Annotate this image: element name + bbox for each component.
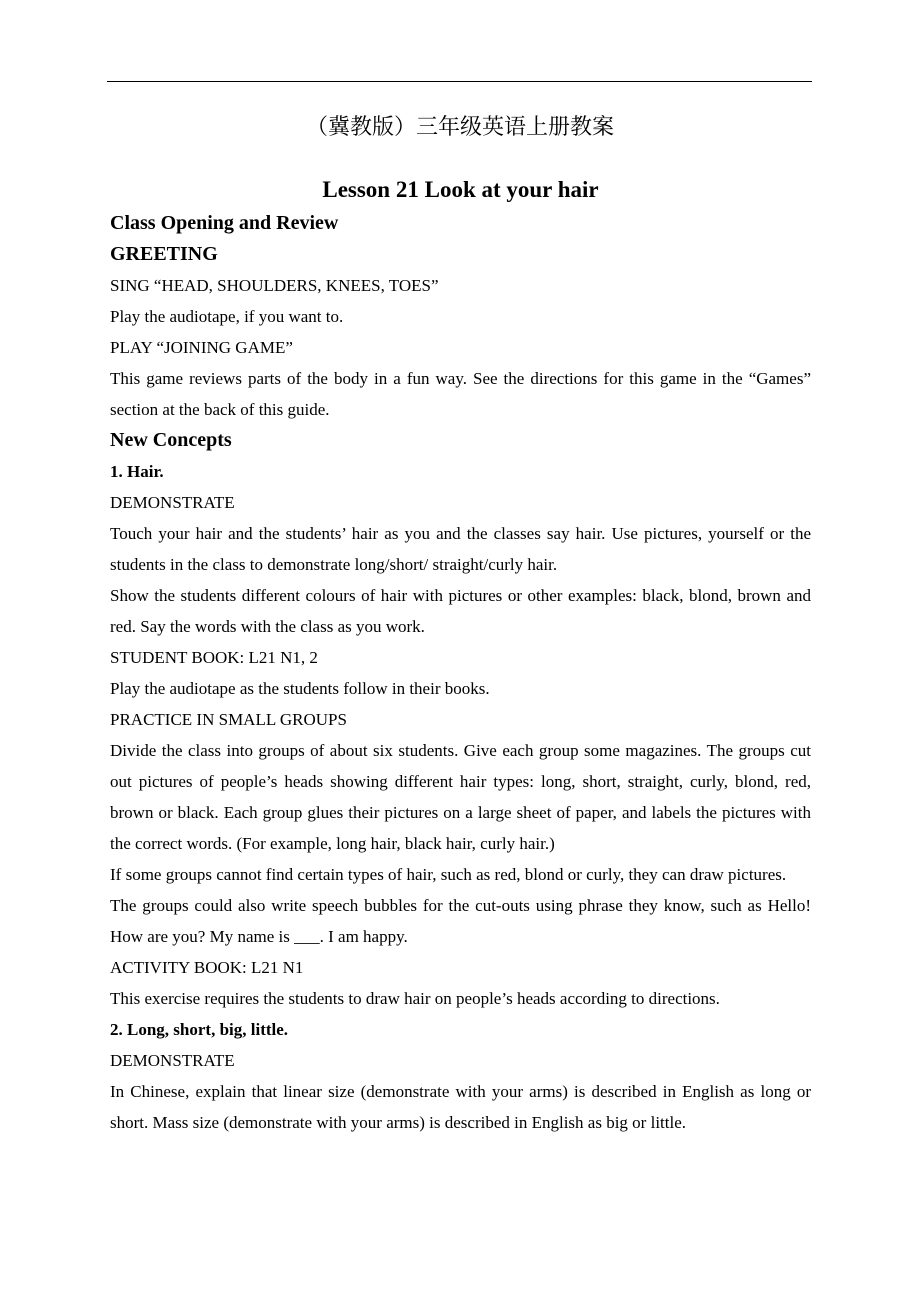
page-title: （冀教版）三年级英语上册教案 (305, 115, 614, 140)
play-instruction: This game reviews parts of the body in a fun way. See the directions for this game in the “Games” section at the back of this guide. (110, 369, 811, 419)
play-label: PLAY “JOINING GAME” (110, 338, 293, 357)
student-book-instruction: Play the audiotape as the students follow in their books. (110, 679, 490, 698)
student-book-label: STUDENT BOOK: L21 N1, 2 (110, 648, 318, 667)
concept-title-hair: 1. Hair. (110, 462, 164, 481)
activity-book-instruction: This exercise requires the students to draw hair on people’s heads according to directions. (110, 989, 720, 1008)
practice-paragraph: If some groups cannot find certain types of hair, such as red, blond or curly, they can draw pictures. (110, 865, 787, 884)
activity-book-label: ACTIVITY BOOK: L21 N1 (110, 958, 304, 977)
demonstrate-label: DEMONSTRATE (110, 1051, 235, 1070)
demonstrate-paragraph: Touch your hair and the students’ hair as you and the classes say hair. Use pictures, yourself or the students in the class to demonstrate long/short/ straight/curly hair. (110, 524, 811, 574)
new-concepts-section (110, 425, 811, 1138)
demonstrate-paragraph: Show the students different colours of hair with pictures or other examples: black, blond, brown and red. Say the words with the class as you work. (110, 586, 811, 636)
class-opening-section (110, 208, 811, 425)
practice-paragraph: The groups could also write speech bubbles for the cut-outs using phrase they know, such as Hello! How are you? My name is ___. I am happy. (110, 896, 811, 946)
sing-label: SING “HEAD, SHOULDERS, KNEES, TOES” (110, 276, 439, 295)
lesson-title: Lesson 21 Look at your hair (322, 177, 599, 202)
concept-title-size: 2. Long, short, big, little. (110, 1020, 289, 1039)
demonstrate-label: DEMONSTRATE (110, 493, 235, 512)
practice-paragraph: Divide the class into groups of about six students. Give each group some magazines. The groups cut out pictures of people’s heads showing different hair types: long, short, straight, curly, blond, red, brown or black. Each group glues their pictures on a large sheet of paper, and labels the pictures with the correct words. (For example, long hair, black hair, curly hair.) (110, 741, 811, 853)
greeting-heading: GREETING (110, 243, 218, 265)
header-rule (107, 81, 812, 82)
section-heading-class-opening: Class Opening and Review (110, 212, 339, 234)
practice-label: PRACTICE IN SMALL GROUPS (110, 710, 347, 729)
sing-instruction: Play the audiotape, if you want to. (110, 307, 344, 326)
section-heading-new-concepts: New Concepts (110, 429, 232, 451)
demonstrate-paragraph: In Chinese, explain that linear size (demonstrate with your arms) is described in English as long or short. Mass size (demonstrate with your arms) is described in English as big or little. (110, 1082, 811, 1132)
document-body (110, 174, 811, 1138)
